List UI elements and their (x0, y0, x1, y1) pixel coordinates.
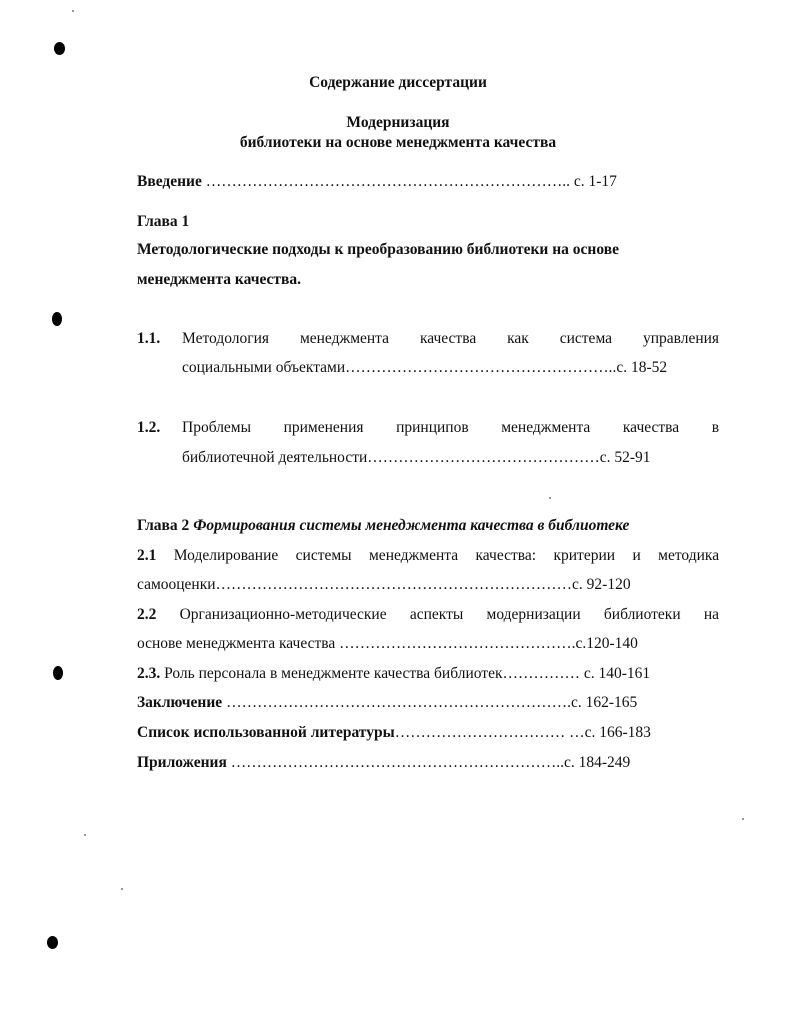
section-1-1-title-line-1: Методология менеджмента качества как система управления (182, 330, 720, 347)
references-pages: …………………………… …с. 166-183 (394, 724, 651, 741)
references-label: Список использованной литературы (137, 724, 395, 741)
section-2-2-title-line-2: основе менеджмента качества ……………………………………….с.120-140 (137, 635, 638, 652)
section-1-2-title-line-1: Проблемы применения принципов менеджмента качества в (182, 419, 720, 436)
section-2-3-number: 2.3. (137, 665, 161, 682)
appendix-label: Приложения (137, 754, 227, 771)
introduction-label: Введение (137, 173, 202, 190)
section-2-2-number: 2.2 (137, 606, 157, 623)
speck (72, 10, 74, 12)
toc-entry-introduction (137, 173, 617, 191)
section-2-1-title-line-2: самооценки……………………………………………………………с. 92-120 (137, 576, 631, 593)
conclusion-label: Заключение (137, 694, 223, 711)
introduction-pages: с. 1-17 (573, 173, 617, 190)
section-2-1-title-line-1: 2.1 Моделирование системы менеджмента качества: критерии и методика (137, 547, 720, 564)
punch-hole-2 (52, 312, 62, 326)
chapter-2-heading (137, 517, 629, 535)
punch-hole-1 (54, 42, 65, 55)
toc-entry-appendix (137, 754, 630, 772)
chapter-1-title-line-2: менеджмента качества. (137, 271, 302, 288)
punch-hole-3 (53, 666, 63, 680)
section-1-2-title-line-2: библиотечной деятельности………………………………………с. 52-91 (182, 449, 651, 466)
page-heading: Содержание диссертации (309, 74, 487, 91)
section-2-1-number: 2.1 (137, 547, 157, 564)
introduction-dots: …………………………………………………………….. (201, 173, 574, 190)
section-2-3 (137, 665, 650, 683)
chapter-2-title: Формирования системы менеджмента качества в библиотеке (193, 517, 630, 534)
section-1-2-number: 1.2. (137, 419, 161, 436)
section-1-1-title-line-2: социальными объектами……………………………………………..с. 18-52 (182, 359, 668, 376)
chapter-2-label: Глава 2 (137, 517, 194, 534)
chapter-1-title-line-1: Методологические подходы к преобразованию библиотеки на основе (137, 241, 619, 258)
chapter-1-label: Глава 1 (137, 213, 190, 230)
toc-entry-references (137, 724, 651, 742)
speck (742, 818, 744, 820)
thesis-title-line-2: библиотеки на основе менеджмента качества (239, 134, 557, 151)
appendix-pages: ………………………………………………………..с. 184-249 (226, 754, 631, 771)
speck (121, 888, 123, 890)
section-2-2-title-line-1: 2.2 Организационно-методические аспекты модернизации библиотеки на (137, 606, 720, 623)
speck (549, 497, 551, 499)
conclusion-pages: ………………………………………………………….с. 162-165 (222, 694, 638, 711)
section-1-1-number: 1.1. (137, 330, 161, 347)
punch-hole-4 (47, 936, 58, 949)
section-2-3-text: Роль персонала в менеджменте качества библиотек…………… с. 140-161 (160, 665, 651, 682)
speck (84, 834, 86, 836)
toc-entry-conclusion (137, 694, 637, 712)
thesis-title-line-1: Модернизация (346, 114, 450, 131)
